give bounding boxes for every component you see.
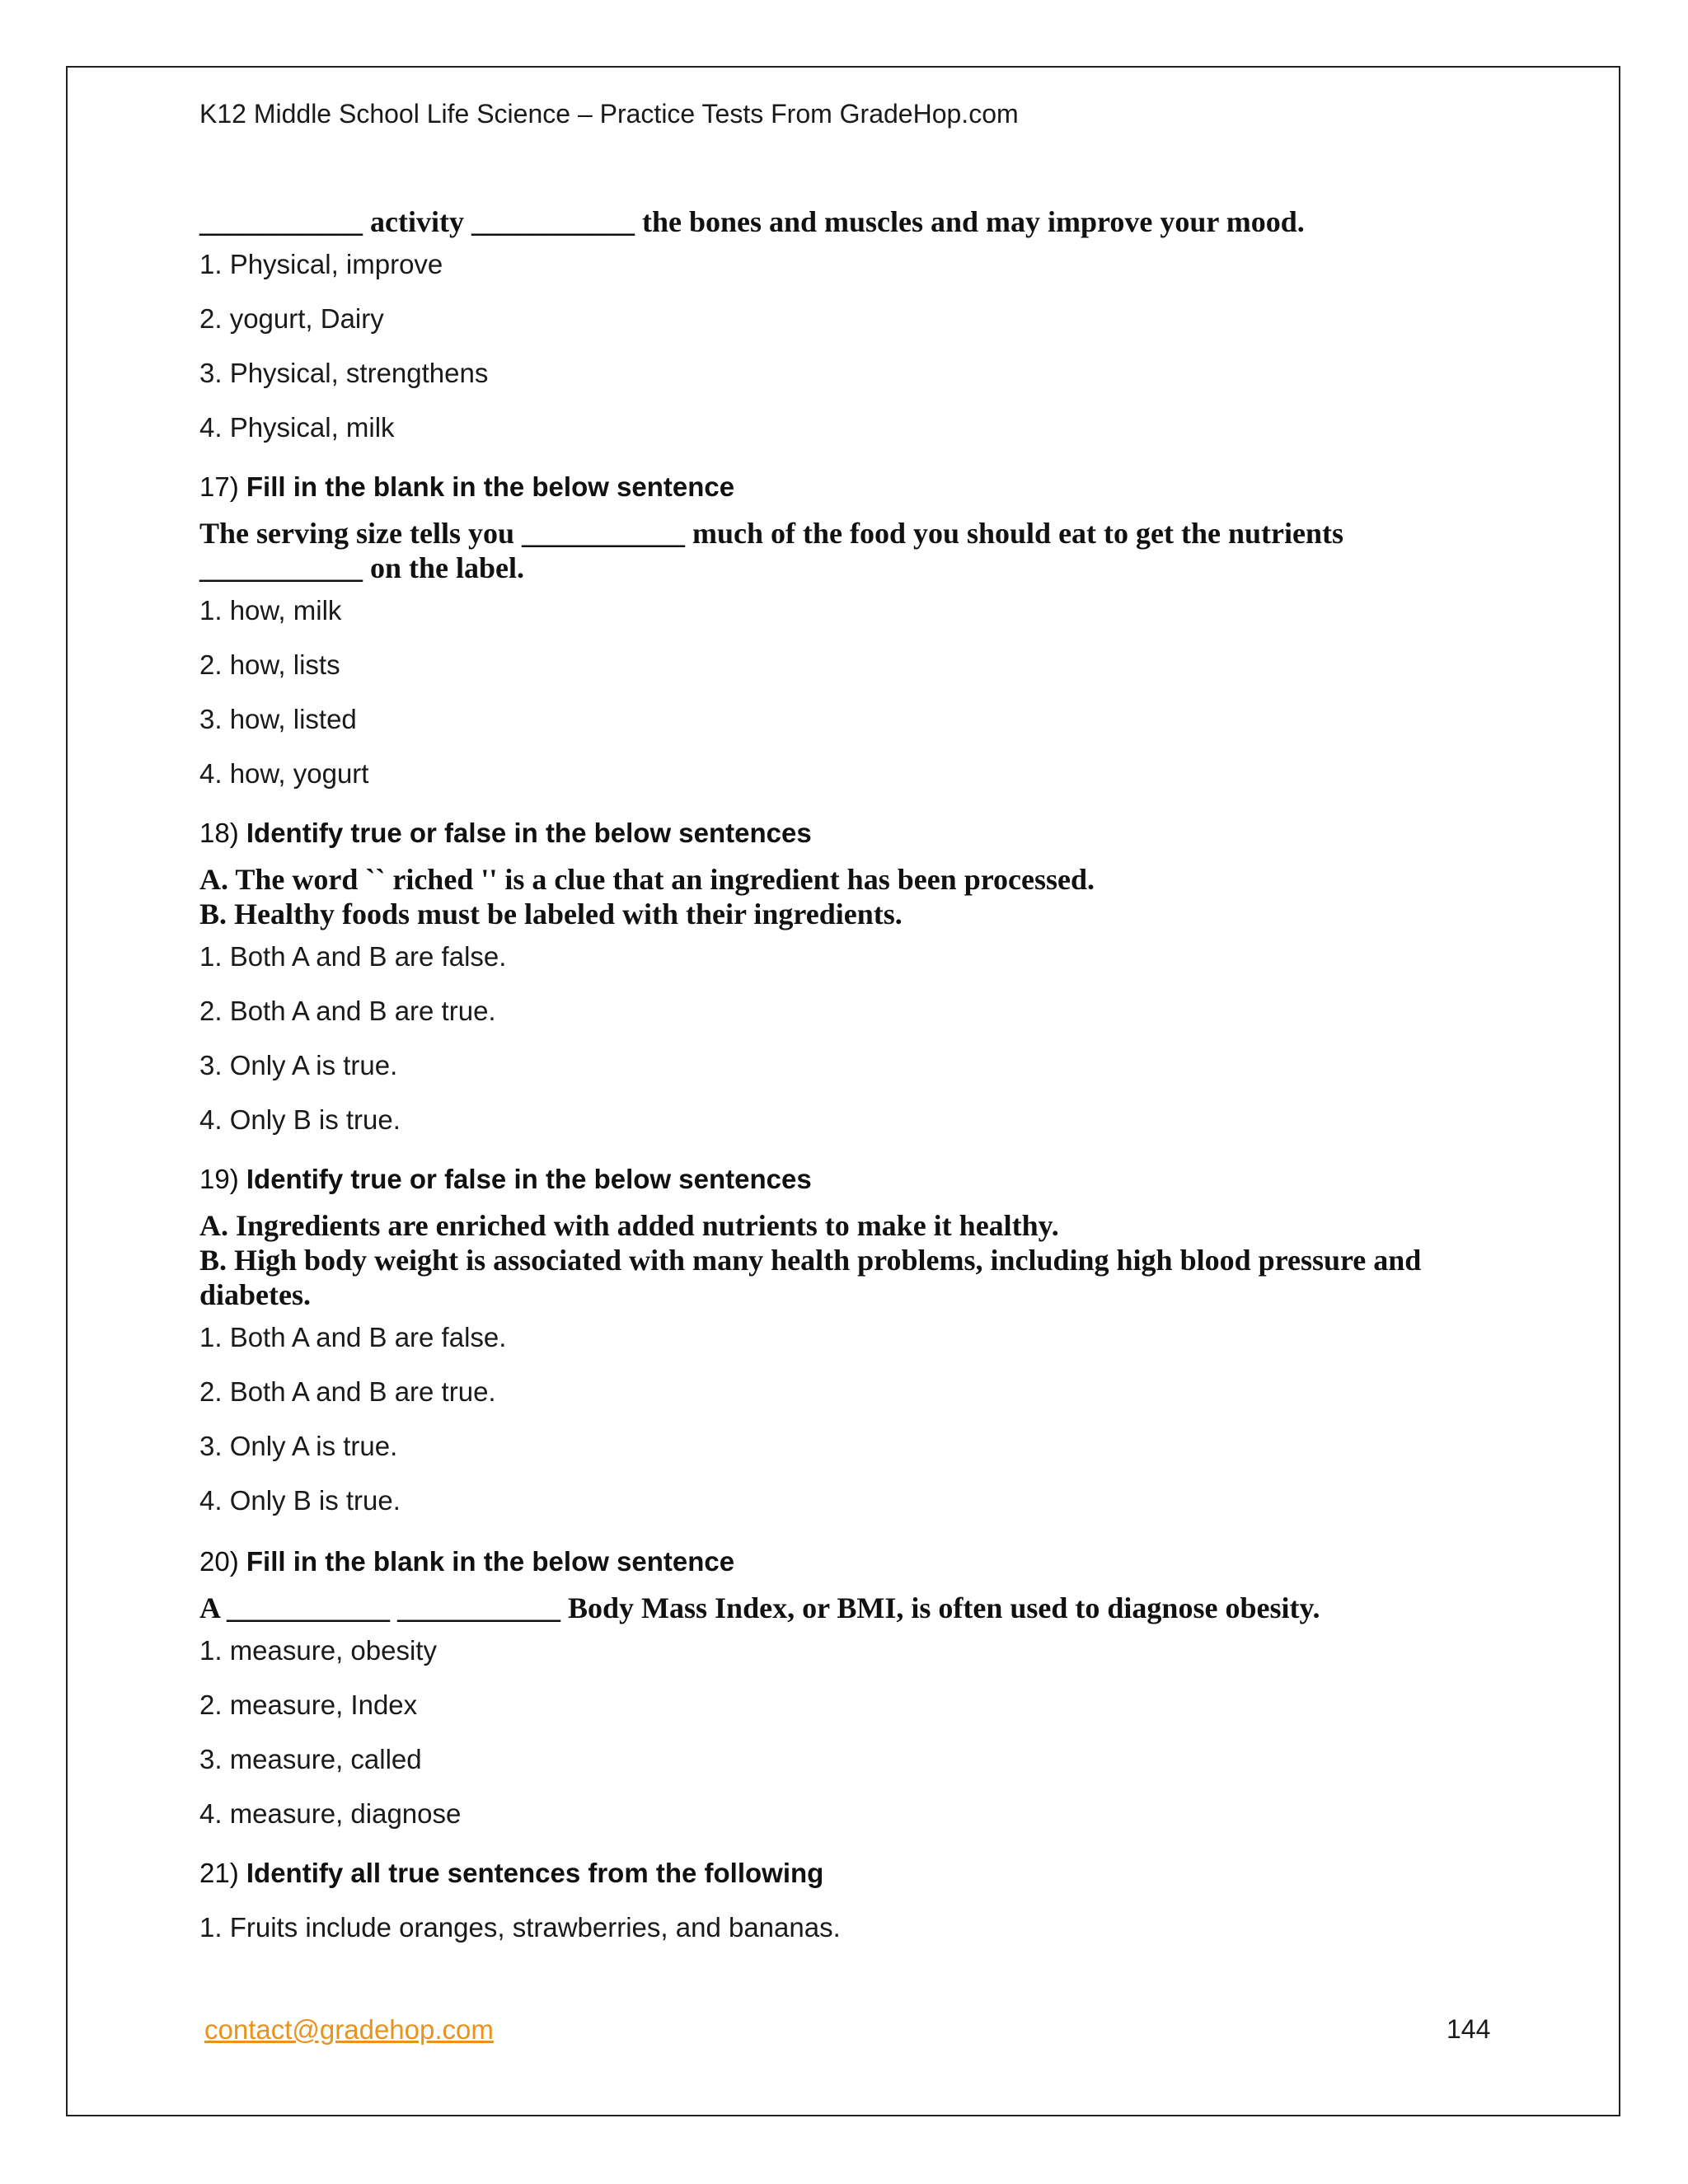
question-16-option-2: 2. yogurt, Dairy: [199, 303, 384, 334]
question-18-option-1: 1. Both A and B are false.: [199, 941, 507, 972]
question-16-option-4: 4. Physical, milk: [199, 412, 395, 443]
question-17-option-3: 3. how, listed: [199, 704, 357, 734]
question-16-stem: ___________ activity ___________ the bones and muscles and may improve your mood.: [199, 205, 1305, 238]
question-number: 17): [199, 471, 239, 502]
question-16-option-1: 1. Physical, improve: [199, 249, 443, 279]
contact-email-link[interactable]: contact@gradehop.com: [204, 2014, 494, 2045]
question-20-option-1: 1. measure, obesity: [199, 1635, 437, 1666]
page-number: 144: [1447, 2014, 1491, 2044]
question-19-statement-b-cont: diabetes.: [199, 1278, 311, 1311]
question-18-option-4: 4. Only B is true.: [199, 1104, 401, 1135]
question-18-option-2: 2. Both A and B are true.: [199, 996, 496, 1026]
question-19-option-4: 4. Only B is true.: [199, 1485, 401, 1516]
question-18-option-3: 3. Only A is true.: [199, 1050, 398, 1080]
question-number: 21): [199, 1858, 239, 1888]
question-instruction: Identify true or false in the below sentences: [246, 818, 812, 848]
running-header: K12 Middle School Life Science – Practice Tests From GradeHop.com: [199, 99, 1019, 129]
question-19-statement-a: A. Ingredients are enriched with added nutrients to make it healthy.: [199, 1209, 1059, 1242]
question-instruction: Fill in the blank in the below sentence: [246, 1546, 735, 1577]
question-19-header: [199, 1164, 812, 1195]
question-18-header: [199, 818, 812, 849]
question-20-header: [199, 1546, 734, 1577]
question-18-statement-a: A. The word `` riched '' is a clue that an ingredient has been processed.: [199, 863, 1095, 896]
question-20-option-2: 2. measure, Index: [199, 1690, 418, 1720]
question-17-stem-line-2: ___________ on the label.: [199, 551, 525, 584]
question-20-stem: A ___________ ___________ Body Mass Index, or BMI, is often used to diagnose obesity.: [199, 1591, 1320, 1624]
question-19-option-3: 3. Only A is true.: [199, 1431, 398, 1461]
question-18-statement-b: B. Healthy foods must be labeled with their ingredients.: [199, 898, 903, 930]
question-19-statement-b: B. High body weight is associated with many health problems, including high blood pressure and: [199, 1244, 1422, 1277]
question-20-option-3: 3. measure, called: [199, 1744, 422, 1774]
question-17-option-4: 4. how, yogurt: [199, 758, 369, 789]
question-16-option-3: 3. Physical, strengthens: [199, 358, 489, 388]
question-21-option-1: 1. Fruits include oranges, strawberries, and bananas.: [199, 1912, 841, 1943]
question-21-header: [199, 1858, 823, 1889]
question-number: 18): [199, 818, 239, 848]
question-instruction: Identify all true sentences from the following: [246, 1858, 824, 1888]
question-number: 20): [199, 1546, 239, 1577]
question-20-option-4: 4. measure, diagnose: [199, 1798, 462, 1829]
question-instruction: Identify true or false in the below sentences: [246, 1164, 812, 1194]
question-19-option-2: 2. Both A and B are true.: [199, 1376, 496, 1407]
question-number: 19): [199, 1164, 239, 1194]
question-17-stem-line-1: The serving size tells you ___________ much of the food you should eat to get the nutrients: [199, 517, 1343, 550]
question-17-option-2: 2. how, lists: [199, 649, 340, 680]
question-instruction: Fill in the blank in the below sentence: [246, 471, 735, 502]
question-17-option-1: 1. how, milk: [199, 595, 342, 626]
question-17-header: [199, 471, 734, 503]
question-19-option-1: 1. Both A and B are false.: [199, 1322, 507, 1352]
